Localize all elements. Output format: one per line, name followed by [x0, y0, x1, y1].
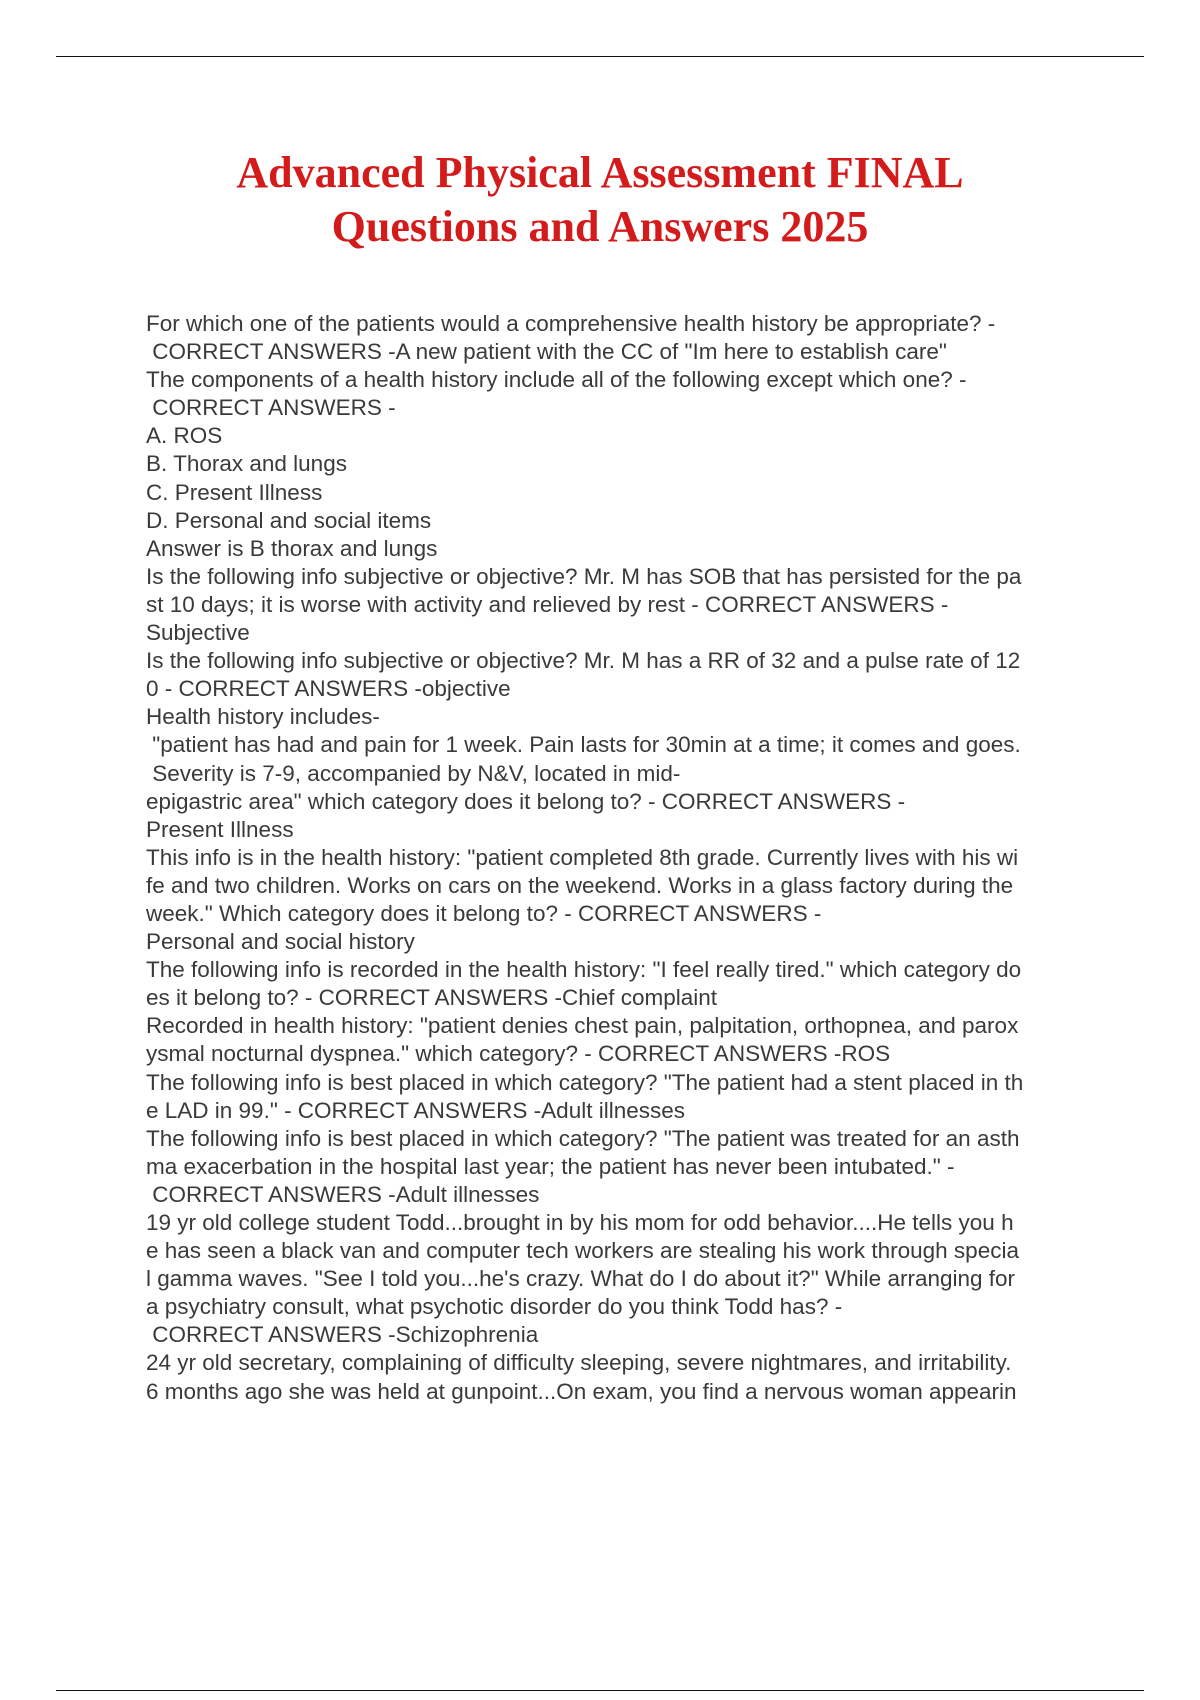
- text-line: fe and two children. Works on cars on the weekend. Works in a glass factory during the: [146, 872, 1014, 898]
- text-line: Answer is B thorax and lungs: [146, 535, 438, 561]
- text-line: es it belong to? - CORRECT ANSWERS -Chief complaint: [146, 985, 718, 1011]
- text-line: 6 months ago she was held at gunpoint...On exam, you find a nervous woman appearin: [146, 1378, 1017, 1404]
- text-line: Subjective: [146, 620, 250, 646]
- text-line: e has seen a black van and computer tech workers are stealing his work through specia: [146, 1238, 1019, 1264]
- text-line: a psychiatry consult, what psychotic disorder do you think Todd has? -: [146, 1294, 843, 1320]
- text-line: ysmal nocturnal dyspnea." which category? - CORRECT ANSWERS -ROS: [146, 1041, 891, 1067]
- text-line: 19 yr old college student Todd...brought in by his mom for odd behavior....He tells you h: [146, 1210, 1014, 1235]
- text-line: For which one of the patients would a comprehensive health history be appropriate? -: [146, 311, 996, 336]
- text-line: C. Present Illness: [146, 479, 323, 505]
- title-line-1: Advanced Physical Assessment FINAL: [236, 148, 964, 197]
- text-line: Is the following info subjective or objective? Mr. M has a RR of 32 and a pulse rate of 12: [146, 648, 1021, 674]
- text-line: st 10 days; it is worse with activity and relieved by rest - CORRECT ANSWERS -: [146, 591, 949, 617]
- text-line: 0 - CORRECT ANSWERS -objective: [146, 676, 511, 702]
- text-line: "patient has had and pain for 1 week. Pain lasts for 30min at a time; it comes and goes.: [146, 732, 1021, 758]
- text-line: CORRECT ANSWERS -Schizophrenia: [146, 1322, 539, 1348]
- text-line: week." Which category does it belong to? - CORRECT ANSWERS -: [146, 900, 822, 926]
- text-line: Present Illness: [146, 816, 294, 842]
- text-line: CORRECT ANSWERS -A new patient with the CC of "Im here to establish care": [146, 339, 947, 365]
- text-line: ma exacerbation in the hospital last year; the patient has never been intubated." -: [146, 1153, 955, 1179]
- document-body: [146, 310, 1096, 1406]
- text-line: The components of a health history include all of the following except which one? -: [146, 367, 967, 393]
- text-line: CORRECT ANSWERS -: [146, 395, 396, 421]
- text-line: This info is in the health history: "patient completed 8th grade. Currently lives with his wi: [146, 844, 1019, 870]
- text-line: The following info is best placed in which category? "The patient had a stent placed in th: [146, 1069, 1024, 1095]
- bottom-divider: [56, 1690, 1144, 1691]
- text-line: B. Thorax and lungs: [146, 451, 347, 477]
- document-title: [0, 146, 1200, 254]
- text-line: Recorded in health history: "patient denies chest pain, palpitation, orthopnea, and parox: [146, 1013, 1019, 1039]
- top-divider: [56, 56, 1144, 57]
- text-line: Personal and social history: [146, 929, 415, 955]
- text-line: l gamma waves. "See I told you...he's crazy. What do I do about it?" While arranging for: [146, 1266, 1016, 1292]
- text-line: epigastric area" which category does it belong to? - CORRECT ANSWERS -: [146, 788, 906, 814]
- text-line: D. Personal and social items: [146, 507, 432, 533]
- text-line: CORRECT ANSWERS -Adult illnesses: [146, 1181, 540, 1207]
- text-line: 24 yr old secretary, complaining of difficulty sleeping, severe nightmares, and irritability.: [146, 1350, 1012, 1376]
- text-line: Is the following info subjective or objective? Mr. M has SOB that has persisted for the pa: [146, 563, 1022, 589]
- text-line: The following info is recorded in the health history: "I feel really tired." which category do: [146, 957, 1022, 983]
- text-line: e LAD in 99." - CORRECT ANSWERS -Adult illnesses: [146, 1097, 685, 1123]
- text-line: Severity is 7-9, accompanied by N&V, located in mid-: [146, 760, 681, 786]
- title-line-2: Questions and Answers 2025: [331, 202, 869, 251]
- text-line: Health history includes-: [146, 704, 380, 730]
- text-line: A. ROS: [146, 423, 223, 449]
- text-line: The following info is best placed in which category? "The patient was treated for an asth: [146, 1125, 1020, 1151]
